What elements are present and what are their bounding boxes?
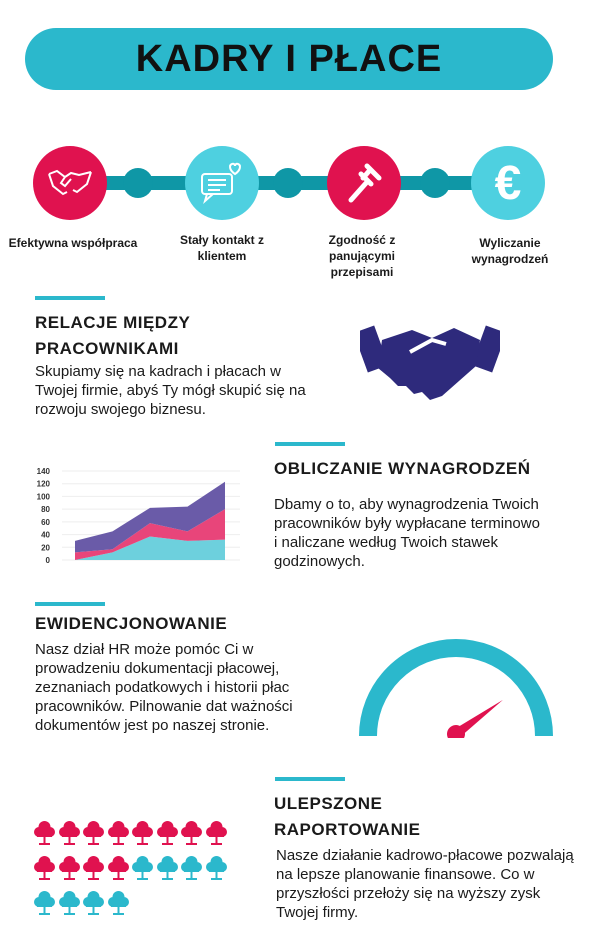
euro-icon: € bbox=[471, 146, 545, 220]
tree-icon bbox=[157, 855, 178, 886]
tree-icon bbox=[34, 820, 55, 851]
section-body: Nasze działanie kadrowo-płacowe pozwalają na lepsze planowanie finansowe. Co w przyszłości przełoży się na wyższy zysk Twojej firmy. bbox=[276, 847, 574, 921]
tree-icon bbox=[206, 820, 227, 851]
y-tick-label: 40 bbox=[41, 530, 50, 540]
page-title: KADRY I PŁACE bbox=[25, 28, 553, 90]
tree-icon bbox=[83, 855, 104, 886]
handshake-icon bbox=[33, 146, 107, 220]
y-tick-label: 20 bbox=[41, 543, 50, 553]
tree-icon bbox=[132, 820, 153, 851]
tree-icon bbox=[59, 855, 80, 886]
timeline-dot bbox=[123, 168, 153, 198]
step-label: Efektywna współpraca bbox=[8, 236, 138, 250]
tree-icon bbox=[108, 855, 129, 886]
y-tick-label: 0 bbox=[45, 556, 50, 565]
step-label: Wyliczanie wynagrodzeń bbox=[471, 236, 549, 266]
tree-icon bbox=[59, 890, 80, 921]
chat-heart-icon bbox=[185, 146, 259, 220]
section-heading: OBLICZANIE WYNAGRODZEŃ bbox=[274, 459, 531, 478]
tree-icon bbox=[181, 855, 202, 886]
y-tick-label: 120 bbox=[36, 479, 50, 489]
tree-icon bbox=[157, 820, 178, 851]
y-tick-label: 60 bbox=[41, 517, 50, 527]
step-label: Stały kontakt z klientem bbox=[179, 233, 265, 263]
section-body: Skupiamy się na kadrach i płacach w Twojej firmie, abyś Ty mógł skupić się na rozwoju swojego biznesu. bbox=[35, 363, 306, 418]
tree-icon bbox=[108, 820, 129, 851]
tree-icon bbox=[34, 890, 55, 921]
section-body: Dbamy o to, aby wynagrodzenia Twoich pracowników były wypłacane terminowo i naliczane według Twoich stawek godzinowych. bbox=[274, 496, 540, 570]
y-tick-label: 100 bbox=[36, 492, 50, 502]
section-heading: ULEPSZONE RAPORTOWANIE bbox=[274, 794, 421, 839]
tree-icon bbox=[83, 820, 104, 851]
section-divider bbox=[35, 296, 105, 300]
timeline-dot bbox=[420, 168, 450, 198]
gauge-icon bbox=[358, 636, 554, 738]
tree-icon bbox=[83, 890, 104, 921]
section-heading: RELACJE MIĘDZY PRACOWNIKAMI bbox=[35, 313, 190, 358]
section-heading: EWIDENCJONOWANIE bbox=[35, 614, 228, 633]
tree-grid bbox=[34, 820, 234, 921]
tree-icon bbox=[181, 820, 202, 851]
gavel-icon bbox=[327, 146, 401, 220]
tree-icon bbox=[59, 820, 80, 851]
handshake-icon bbox=[360, 318, 500, 402]
section-divider bbox=[275, 777, 345, 781]
tree-icon bbox=[108, 890, 129, 921]
timeline-dot bbox=[273, 168, 303, 198]
tree-icon bbox=[206, 855, 227, 886]
step-label: Zgodność z panującymi przepisami bbox=[328, 233, 396, 279]
area-chart bbox=[30, 465, 245, 565]
y-tick-label: 140 bbox=[36, 467, 50, 476]
y-tick-label: 80 bbox=[41, 505, 50, 515]
tree-icon bbox=[34, 855, 55, 886]
tree-icon bbox=[132, 855, 153, 886]
section-divider bbox=[35, 602, 105, 606]
section-body: Nasz dział HR może pomóc Ci w prowadzeniu dokumentacji płacowej, zeznaniach podatkowych i historii płac pracowników. Pilnowanie dat ważności dokumentów jest po naszej stronie. bbox=[35, 641, 293, 734]
section-divider bbox=[275, 442, 345, 446]
